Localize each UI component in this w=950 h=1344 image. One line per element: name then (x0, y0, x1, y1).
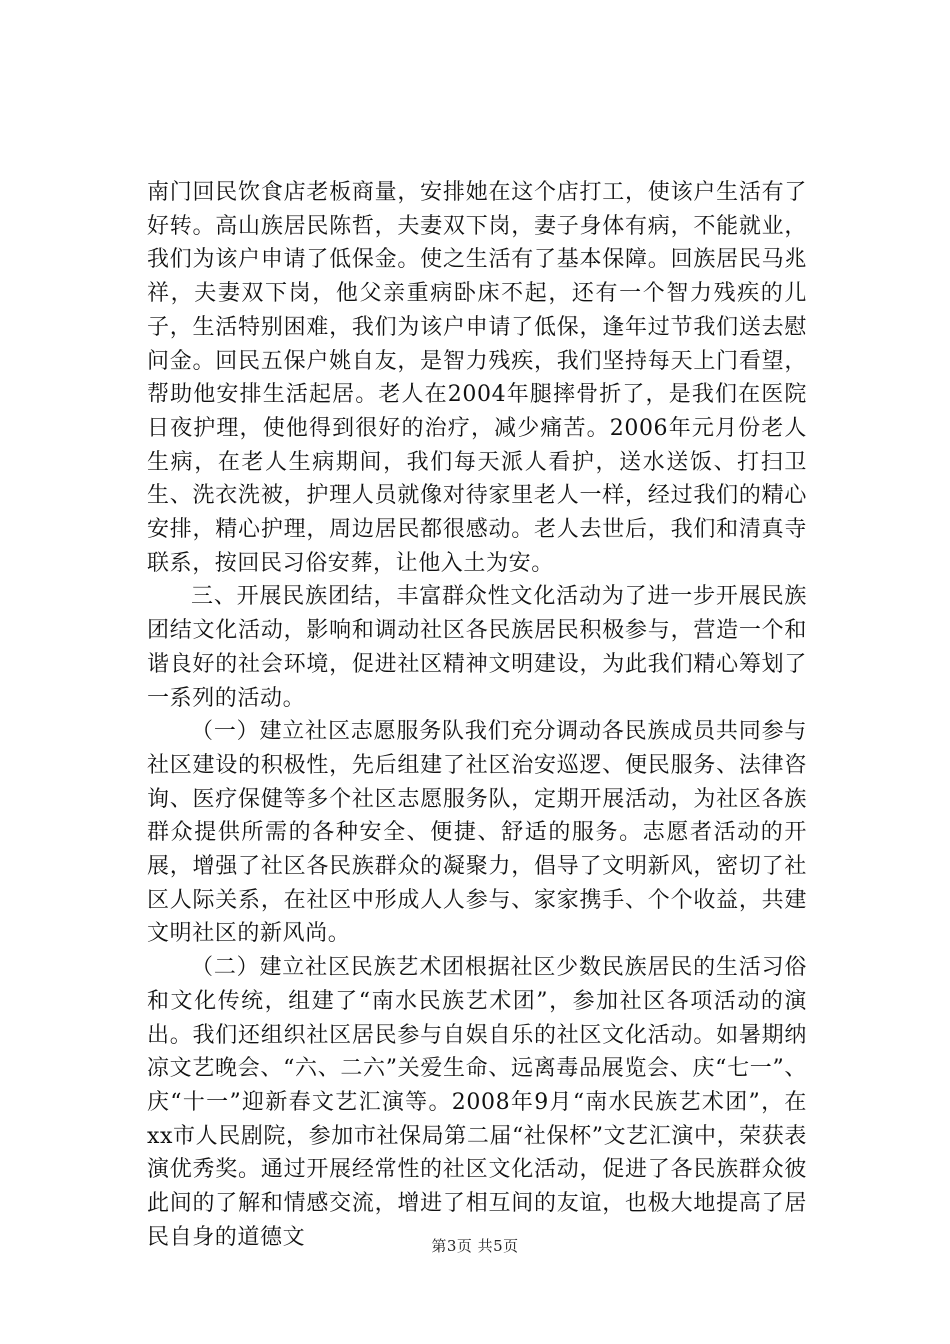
document-body (147, 176, 807, 1255)
paragraph-volunteer-team: （一）建立社区志愿服务队我们充分调动各民族成员共同参与社区建设的积极性，先后组建了社区治安巡逻、便民服务、法律咨询、医疗保健等多个社区志愿服务队，定期开展活动，为社区各族群众提供所需的各种安全、便捷、舒适的服务。志愿者活动的开展，增强了社区各民族群众的凝聚力，倡导了文明新风，密切了社区人际关系，在社区中形成人人参与、家家携手、个个收益，共建文明社区的新风尚。 (147, 719, 807, 947)
paragraph-art-troupe: （二）建立社区民族艺术团根据社区少数民族居民的生活习俗和文化传统，组建了“南水民族艺术团”，参加社区各项活动的演出。我们还组织社区居民参与自娱自乐的社区文化活动。如暑期纳凉文艺晚会、“六、二六”关爱生命、远离毒品展览会、庆“七一”、庆“十一”迎新春文艺汇演等。2008年9月“南水民族艺术团”，在xx市人民剧院，参加市社保局第二届“社保杯”文艺汇演中，荣获表演优秀奖。通过开展经常性的社区文化活动，促进了各民族群众彼此间的了解和情感交流，增进了相互间的友谊，也极大地提高了居民自身的道德文 (147, 955, 807, 1250)
paragraph-assistance-cases: 南门回民饮食店老板商量，安排她在这个店打工，使该户生活有了好转。高山族居民陈哲，夫妻双下岗，妻子身体有病，不能就业，我们为该户申请了低保金。使之生活有了基本保障。回族居民马兆祥，夫妻双下岗，他父亲重病卧床不起，还有一个智力残疾的儿子，生活特别困难，我们为该户申请了低保，逢年过节我们送去慰问金。回民五保户姚自友，是智力残疾，我们坚持每天上门看望，帮助他安排生活起居。老人在2004年腿摔骨折了，是我们在医院日夜护理，使他得到很好的治疗，减少痛苦。2006年元月份老人生病，在老人生病期间，我们每天派人看护，送水送饭、打扫卫生、洗衣洗被，护理人员就像对待家里老人一样，经过我们的精心安排，精心护理，周边居民都很感动。老人去世后，我们和清真寺联系，按回民习俗安葬，让他入土为安。 (147, 180, 807, 576)
page-number-footer: 第3页 共5页 (431, 1237, 519, 1255)
paragraph-section-three: 三、开展民族团结，丰富群众性文化活动为了进一步开展民族团结文化活动，影响和调动社区各民族居民积极参与，营造一个和谐良好的社会环境，促进社区精神文明建设，为此我们精心筹划了一系列的活动。 (147, 584, 807, 711)
